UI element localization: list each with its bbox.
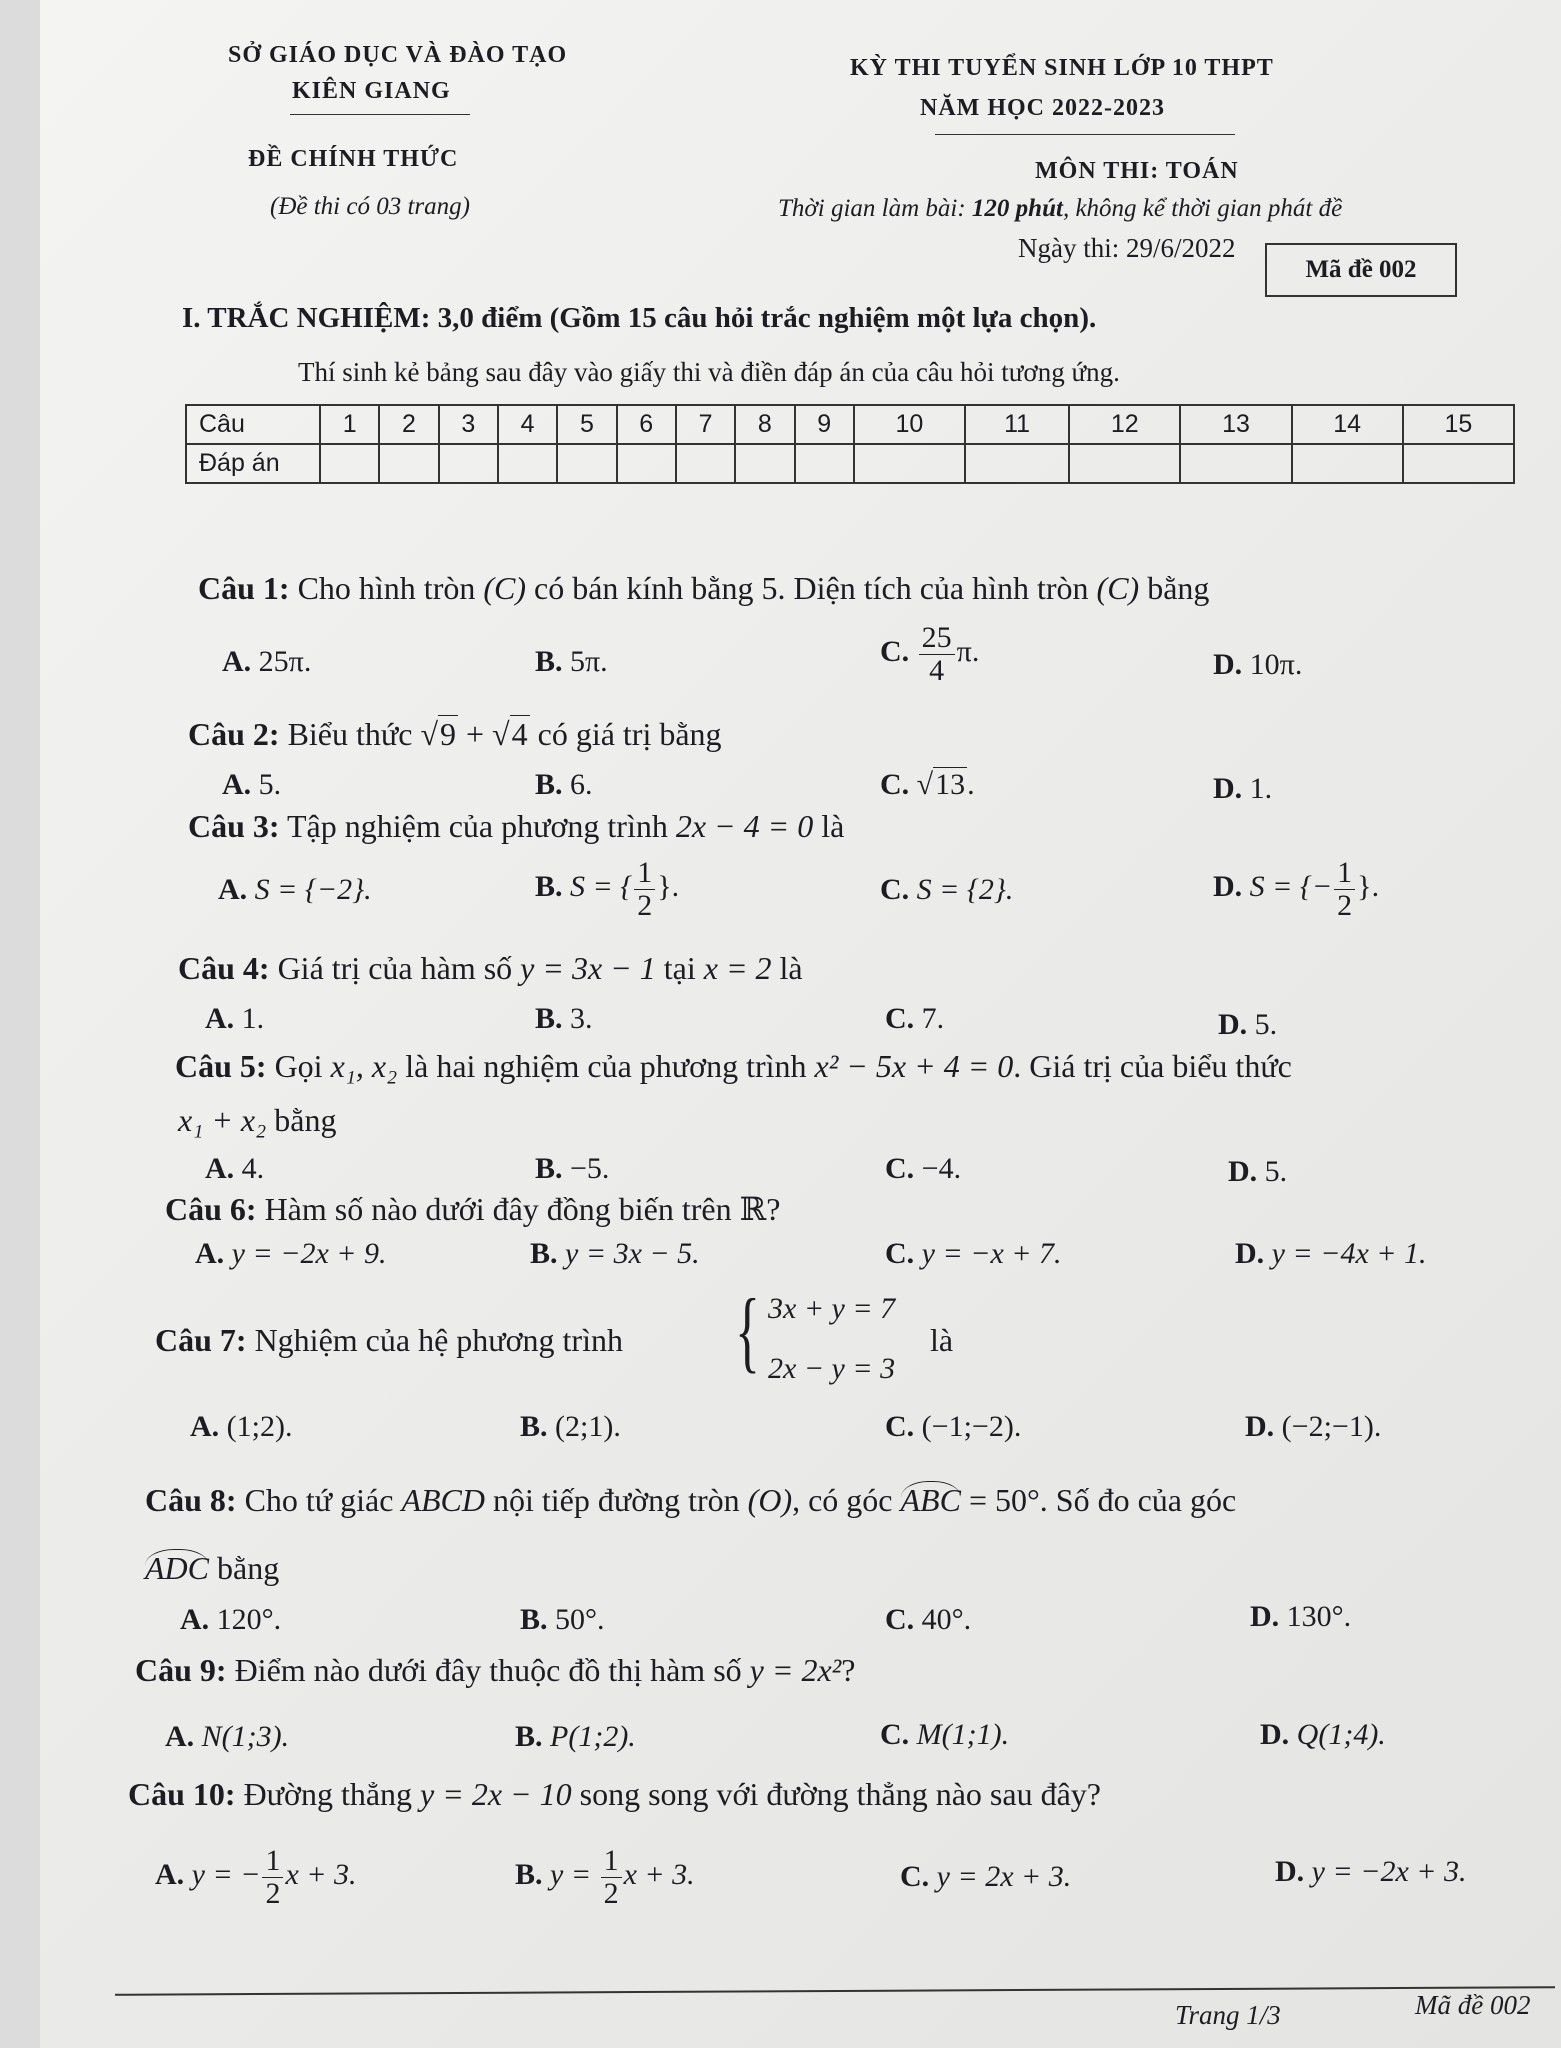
table-cell: 15	[1403, 405, 1514, 444]
question-9: Câu 9: Điểm nào dưới đây thuộc đồ thị hàm số y = 2x²?	[135, 1652, 856, 1688]
q8-option-b: B. 50°.	[520, 1603, 605, 1636]
table-cell: 5	[557, 405, 616, 444]
table-cell: 9	[795, 405, 854, 444]
answer-table-row-questions	[186, 405, 1514, 444]
section-title: I. TRẮC NGHIỆM: 3,0 điểm (Gồm 15 câu hỏi trắc nghiệm một lựa chọn).	[182, 302, 1097, 334]
q2-option-a: A. 5.	[222, 768, 282, 801]
table-cell: 1	[320, 405, 379, 444]
q9-option-b: B. P(1;2).	[515, 1720, 636, 1753]
question-1: Câu 1: Cho hình tròn (C) có bán kính bằng 5. Diện tích của hình tròn (C) bằng	[198, 570, 1210, 606]
table-cell: 13	[1180, 405, 1291, 444]
header-underline-right	[935, 134, 1235, 135]
province-name: KIÊN GIANG	[292, 78, 451, 104]
answer-cell	[735, 444, 794, 483]
table-cell: 6	[617, 405, 676, 444]
q10-option-d: D. y = −2x + 3.	[1275, 1855, 1467, 1888]
answer-cell	[379, 444, 438, 483]
q1-option-c: C. $\frac{25}{4}$ π.	[880, 621, 980, 687]
table-cell: 7	[676, 405, 735, 444]
system-eq-1: 3x + y = 7	[768, 1292, 896, 1325]
table-cell: 4	[498, 405, 557, 444]
answer-cell	[854, 444, 965, 483]
q5-option-d: D. 5.	[1228, 1155, 1288, 1188]
q1-option-b: B. 5π.	[535, 645, 608, 678]
q6-option-c: C. y = −x + 7.	[885, 1237, 1062, 1270]
table-cell: 12	[1069, 405, 1180, 444]
q5-option-b: B. −5.	[535, 1152, 610, 1185]
official-label: ĐỀ CHÍNH THỨC	[248, 146, 459, 172]
answer-cell	[965, 444, 1069, 483]
subject: MÔN THI: TOÁN	[1035, 158, 1239, 184]
footer-exam-code: Mã đề 002	[1415, 1990, 1531, 2020]
q8-option-c: C. 40°.	[885, 1603, 972, 1636]
q10-option-c: C. y = 2x + 3.	[900, 1860, 1072, 1893]
department-name: SỞ GIÁO DỤC VÀ ĐÀO TẠO	[228, 42, 568, 68]
question-4: Câu 4: Giá trị của hàm số y = 3x − 1 tại x = 2 là	[178, 950, 803, 986]
table-cell: 3	[439, 405, 498, 444]
answer-cell	[1403, 444, 1514, 483]
answer-cell	[795, 444, 854, 483]
q9-option-d: D. Q(1;4).	[1260, 1718, 1386, 1751]
q4-option-d: D. 5.	[1218, 1008, 1278, 1041]
table-cell: 11	[965, 405, 1069, 444]
question-5: Câu 5: Gọi x₁, x₂ là hai nghiệm của phương trình x² − 5x + 4 = 0. Giá trị của biểu thức	[175, 1048, 1292, 1084]
q7-option-a: A. (1;2).	[190, 1410, 293, 1443]
q7-option-d: D. (−2;−1).	[1245, 1410, 1382, 1443]
answer-cell	[557, 444, 616, 483]
q3-option-a: A. S = {−2}.	[218, 873, 372, 906]
question-7: Câu 7: Nghiệm của hệ phương trình	[155, 1322, 623, 1358]
table-cell: 14	[1292, 405, 1403, 444]
q2-option-c: C. √13.	[880, 768, 975, 801]
q4-option-b: B. 3.	[535, 1002, 593, 1035]
answer-cell	[1069, 444, 1180, 483]
q1-option-d: D. 10π.	[1213, 648, 1303, 681]
q6-option-a: A. y = −2x + 9.	[195, 1237, 387, 1270]
q3-option-c: C. S = {2}.	[880, 873, 1014, 906]
q1-option-a: A. 25π.	[222, 645, 312, 678]
question-7-tail: là	[930, 1322, 954, 1358]
q8-option-a: A. 120°.	[180, 1603, 282, 1636]
question-10: Câu 10: Đường thẳng y = 2x − 10 song song với đường thẳng nào sau đây?	[128, 1776, 1101, 1812]
answer-cell	[1292, 444, 1403, 483]
answer-table	[185, 404, 1515, 484]
page-number: Trang 1/3	[1175, 2000, 1281, 2030]
q10-option-b: B. y = $\frac{1}{2}$ x + 3.	[515, 1844, 695, 1910]
exam-date: Ngày thi: 29/6/2022	[1018, 233, 1236, 263]
question-8-line2: ADC bằng	[145, 1550, 280, 1586]
table-cell: 10	[854, 405, 965, 444]
answer-table-row-answers	[186, 444, 1514, 483]
question-6: Câu 6: Hàm số nào dưới đây đồng biến trên ℝ?	[165, 1191, 781, 1227]
question-2: Câu 2: Biểu thức √9 + √4 có giá trị bằng	[188, 716, 722, 752]
system-eq-2: 2x − y = 3	[768, 1352, 896, 1385]
q6-option-b: B. y = 3x − 5.	[530, 1237, 700, 1270]
q3-option-b: B. S = { $\frac{1}{2}$ }.	[535, 856, 680, 922]
system-brace: {	[735, 1282, 760, 1383]
q9-option-c: C. M(1;1).	[880, 1718, 1010, 1751]
q6-option-d: D. y = −4x + 1.	[1235, 1237, 1427, 1270]
question-3: Câu 3: Tập nghiệm của phương trình 2x − 4 = 0 là	[188, 808, 845, 844]
table-cell-label: Đáp án	[186, 444, 320, 483]
table-cell: 8	[735, 405, 794, 444]
answer-cell	[498, 444, 557, 483]
q5-option-c: C. −4.	[885, 1152, 962, 1185]
q8-option-d: D. 130°.	[1250, 1600, 1352, 1633]
q10-option-a: A. y = − $\frac{1}{2}$ x + 3.	[155, 1844, 357, 1910]
pages-note: (Đề thi có 03 trang)	[270, 193, 470, 220]
q7-option-c: C. (−1;−2).	[885, 1410, 1022, 1443]
q7-option-b: B. (2;1).	[520, 1410, 621, 1443]
answer-cell	[676, 444, 735, 483]
school-year: NĂM HỌC 2022-2023	[920, 95, 1165, 121]
q2-option-d: D. 1.	[1213, 772, 1273, 805]
header-underline-left	[290, 114, 470, 115]
exam-code-box	[1265, 243, 1457, 297]
q4-option-a: A. 1.	[205, 1002, 265, 1035]
q4-option-c: C. 7.	[885, 1002, 945, 1035]
answer-cell	[320, 444, 379, 483]
q3-option-d: D. S = {− $\frac{1}{2}$ }.	[1213, 856, 1380, 922]
answer-cell	[1180, 444, 1291, 483]
time-note: Thời gian làm bài: 120 phút, không kể thời gian phát đề	[778, 195, 1343, 222]
exam-code: Mã đề 002	[1305, 256, 1417, 283]
table-cell-label: Câu	[186, 405, 320, 444]
q9-option-a: A. N(1;3).	[165, 1720, 290, 1753]
question-5-line2: x₁ + x₂ bằng	[178, 1102, 337, 1138]
q5-option-a: A. 4.	[205, 1152, 265, 1185]
answer-cell	[439, 444, 498, 483]
q2-option-b: B. 6.	[535, 768, 593, 801]
answer-cell	[617, 444, 676, 483]
section-instruction: Thí sinh kẻ bảng sau đây vào giấy thi và điền đáp án của câu hỏi tương ứng.	[298, 357, 1120, 387]
question-8: Câu 8: Cho tứ giác ABCD nội tiếp đường tròn (O), có góc ABC = 50°. Số đo của góc	[145, 1482, 1237, 1518]
exam-title: KỲ THI TUYỂN SINH LỚP 10 THPT	[850, 55, 1274, 81]
table-cell: 2	[379, 405, 438, 444]
